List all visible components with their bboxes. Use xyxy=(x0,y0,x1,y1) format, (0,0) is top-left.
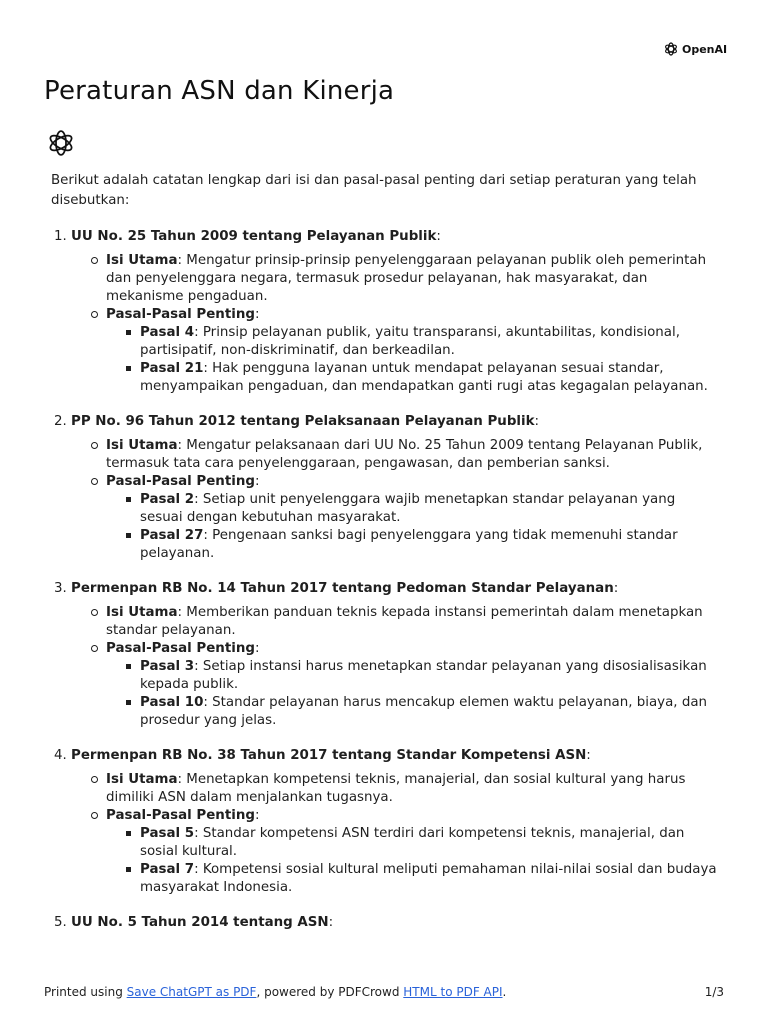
openai-logo-icon xyxy=(663,41,679,57)
regulation-heading: Permenpan RB No. 14 Tahun 2017 tentang Pedoman Standar Pelayanan xyxy=(71,581,614,596)
isi-utama-item: Isi Utama: Memberikan panduan teknis kepada instansi pemerintah dalam menetapkan standar pelayanan. xyxy=(106,604,721,640)
pasal-item: Pasal 27: Pengenaan sanksi bagi penyelenggara yang tidak memenuhi standar pelayanan. xyxy=(140,527,721,563)
print-footer: Printed using Save ChatGPT as PDF, powered by PDFCrowd HTML to PDF API. 1/3 xyxy=(44,985,724,999)
isi-utama-item: Isi Utama: Mengatur pelaksanaan dari UU No. 25 Tahun 2009 tentang Pelayanan Publik, termasuk tata cara penyelenggaraan, pengawasan, dan pemberian sanksi. xyxy=(106,437,721,473)
regulation-list xyxy=(51,228,721,932)
isi-utama-item: Isi Utama: Menetapkan kompetensi teknis, manajerial, dan sosial kultural yang harus dimiliki ASN dalam menjalankan tugasnya. xyxy=(106,771,721,807)
regulation-heading: UU No. 5 Tahun 2014 tentang ASN xyxy=(71,915,329,930)
pasal-item: Pasal 3: Setiap instansi harus menetapkan standar pelayanan yang disosialisasikan kepada publik. xyxy=(140,658,721,694)
regulation-item: 1. UU No. 25 Tahun 2009 tentang Pelayanan Publik: Isi Utama: Mengatur prinsip-prinsip penyelenggaraan pelayanan publik oleh pemerintah dan penyelenggara negara, termasuk prosedur pelayanan, hak masyarakat, dan mekanisme pengaduan. Pasal-Pasal Penting: Pasal 4: Prinsip pelayanan publik, yaitu transparansi, akuntabilitas, kondisional, partisipatif, non-diskriminatif, dan berkeadilan. Pasal 21: Hak pengguna layanan untuk mendapat pelayanan sesuai standar, menyampaikan pengaduan, dan mendapatkan ganti rugi atas kegagalan pelayanan. xyxy=(71,228,721,396)
html-to-pdf-api-link[interactable]: HTML to PDF API xyxy=(403,985,503,999)
regulation-item: 4. Permenpan RB No. 38 Tahun 2017 tentang Standar Kompetensi ASN: Isi Utama: Menetapkan kompetensi teknis, manajerial, dan sosial kultural yang harus dimiliki ASN dalam menjalankan tugasnya. Pasal-Pasal Penting: Pasal 5: Standar kompetensi ASN terdiri dari kompetensi teknis, manajerial, dan sosial kultural. Pasal 7: Kompetensi sosial kultural meliputi pemahaman nilai-nilai sosial dan budaya masyarakat Indonesia. xyxy=(71,747,721,897)
regulation-heading: Permenpan RB No. 38 Tahun 2017 tentang Standar Kompetensi ASN xyxy=(71,748,587,763)
regulation-item: 2. PP No. 96 Tahun 2012 tentang Pelaksanaan Pelayanan Publik: Isi Utama: Mengatur pelaksanaan dari UU No. 25 Tahun 2009 tentang Pelayanan Publik, termasuk tata cara penyelenggaraan, pengawasan, dan pemberian sanksi. Pasal-Pasal Penting: Pasal 2: Setiap unit penyelenggara wajib menetapkan standar pelayanan yang sesuai dengan kebutuhan masyarakat. Pasal 27: Pengenaan sanksi bagi penyelenggara yang tidak memenuhi standar pelayanan. xyxy=(71,413,721,563)
page-title: Peraturan ASN dan Kinerja xyxy=(44,76,395,106)
openai-logo xyxy=(663,41,727,57)
regulation-heading: PP No. 96 Tahun 2012 tentang Pelaksanaan Pelayanan Publik xyxy=(71,414,535,429)
pasal-item: Pasal 4: Prinsip pelayanan publik, yaitu transparansi, akuntabilitas, kondisional, partisipatif, non-diskriminatif, dan berkeadilan. xyxy=(140,324,721,360)
document-content xyxy=(51,171,721,938)
intro-paragraph: Berikut adalah catatan lengkap dari isi dan pasal-pasal penting dari setiap peraturan yang telah disebutkan: xyxy=(51,173,697,208)
isi-utama-item: Isi Utama: Mengatur prinsip-prinsip penyelenggaraan pelayanan publik oleh pemerintah dan penyelenggara negara, termasuk prosedur pelayanan, hak masyarakat, dan mekanisme pengaduan. xyxy=(106,252,721,306)
regulation-item: 5. UU No. 5 Tahun 2014 tentang ASN: xyxy=(71,914,721,932)
pasal-penting-item: Pasal-Pasal Penting: Pasal 2: Setiap unit penyelenggara wajib menetapkan standar pelayanan yang sesuai dengan kebutuhan masyarakat. Pasal 27: Pengenaan sanksi bagi penyelenggara yang tidak memenuhi standar pelayanan. xyxy=(106,473,721,563)
chatgpt-avatar-icon xyxy=(46,128,76,158)
pasal-item: Pasal 7: Kompetensi sosial kultural meliputi pemahaman nilai-nilai sosial dan budaya masyarakat Indonesia. xyxy=(140,861,721,897)
page-number: 1/3 xyxy=(704,985,724,999)
regulation-item: 3. Permenpan RB No. 14 Tahun 2017 tentang Pedoman Standar Pelayanan: Isi Utama: Memberikan panduan teknis kepada instansi pemerintah dalam menetapkan standar pelayanan. Pasal-Pasal Penting: Pasal 3: Setiap instansi harus menetapkan standar pelayanan yang disosialisasikan kepada publik. Pasal 10: Standar pelayanan harus mencakup elemen waktu pelayanan, biaya, dan prosedur yang jelas. xyxy=(71,580,721,730)
pasal-penting-item: Pasal-Pasal Penting: Pasal 4: Prinsip pelayanan publik, yaitu transparansi, akuntabilitas, kondisional, partisipatif, non-diskriminatif, dan berkeadilan. Pasal 21: Hak pengguna layanan untuk mendapat pelayanan sesuai standar, menyampaikan pengaduan, dan mendapatkan ganti rugi atas kegagalan pelayanan. xyxy=(106,306,721,396)
pasal-item: Pasal 2: Setiap unit penyelenggara wajib menetapkan standar pelayanan yang sesuai dengan kebutuhan masyarakat. xyxy=(140,491,721,527)
chatgpt-avatar xyxy=(46,128,76,162)
regulation-heading: UU No. 25 Tahun 2009 tentang Pelayanan Publik xyxy=(71,229,437,244)
pasal-penting-item: Pasal-Pasal Penting: Pasal 5: Standar kompetensi ASN terdiri dari kompetensi teknis, manajerial, dan sosial kultural. Pasal 7: Kompetensi sosial kultural meliputi pemahaman nilai-nilai sosial dan budaya masyarakat Indonesia. xyxy=(106,807,721,897)
pasal-item: Pasal 10: Standar pelayanan harus mencakup elemen waktu pelayanan, biaya, dan prosedur yang jelas. xyxy=(140,694,721,730)
save-chatgpt-pdf-link[interactable]: Save ChatGPT as PDF xyxy=(126,985,257,999)
pasal-item: Pasal 21: Hak pengguna layanan untuk mendapat pelayanan sesuai standar, menyampaikan pengaduan, dan mendapatkan ganti rugi atas kegagalan pelayanan. xyxy=(140,360,721,396)
pasal-item: Pasal 5: Standar kompetensi ASN terdiri dari kompetensi teknis, manajerial, dan sosial kultural. xyxy=(140,825,721,861)
pasal-penting-item: Pasal-Pasal Penting: Pasal 3: Setiap instansi harus menetapkan standar pelayanan yang disosialisasikan kepada publik. Pasal 10: Standar pelayanan harus mencakup elemen waktu pelayanan, biaya, dan prosedur yang jelas. xyxy=(106,640,721,730)
logo-text: OpenAI xyxy=(682,42,728,56)
